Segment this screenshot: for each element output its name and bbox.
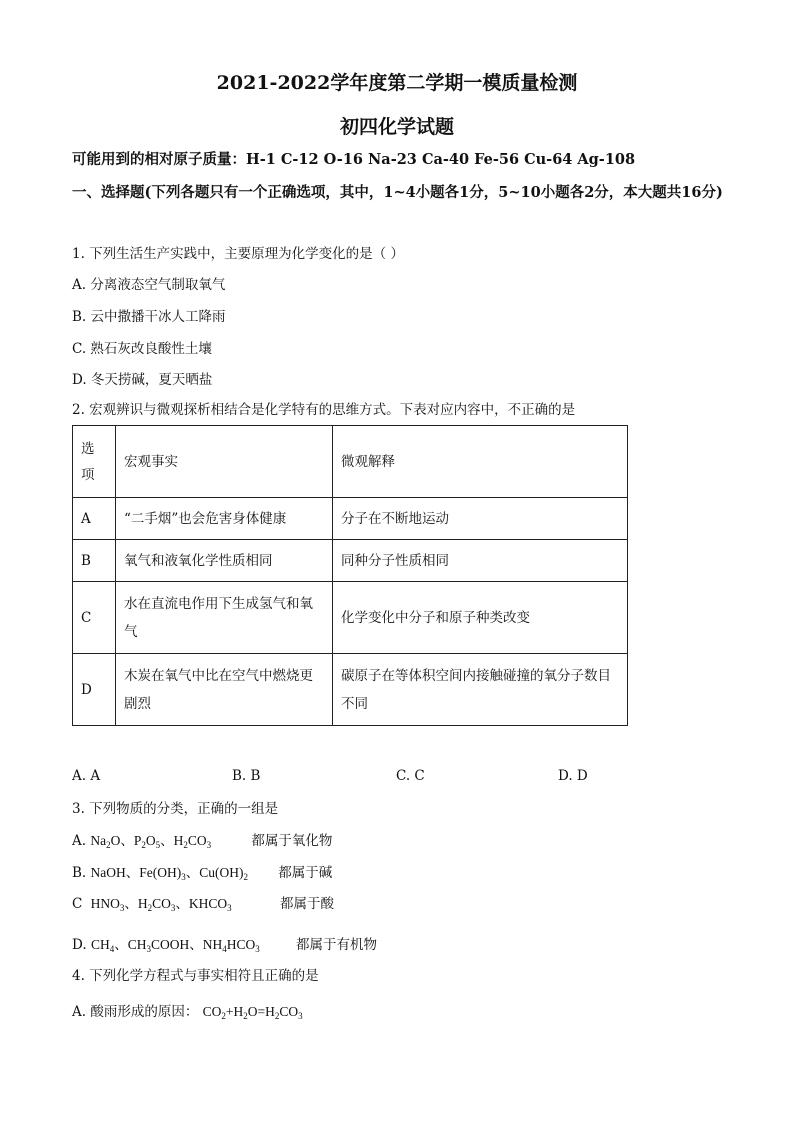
formula-subscript: 4 [109, 944, 115, 954]
row-d-micro: 碳原子在等体积空间内接触碰撞的氧分子数目不同 [333, 654, 628, 726]
q1-option-b: B. 云中撒播干冰人工降雨 [72, 309, 226, 325]
formula-subscript: 3 [181, 872, 186, 882]
q3-option-a-label: A. [72, 833, 87, 849]
formula-subscript: 2 [147, 903, 153, 913]
q3-option-a [72, 832, 332, 854]
q3-option-b-formula: NaOH、$Fe(OH)_3$、$Cu(OH)_2$ [90, 865, 248, 882]
q1-option-d: D. 冬天捞碱，夏天晒盐 [72, 372, 213, 388]
table-row [73, 498, 628, 540]
formula-subscript: 2 [243, 872, 248, 882]
q2-choice-d: D. D [558, 768, 588, 784]
q3-option-c-note: 都属于酸 [279, 896, 334, 912]
formula-subscript: 2 [183, 840, 188, 850]
formula-subscript: 3 [206, 840, 212, 850]
formula-subscript: 3 [298, 1011, 303, 1021]
q1-option-a: A. 分离液态空气制取氧气 [72, 277, 226, 293]
q4-option-a-text: A. 酸雨形成的原因： [72, 1004, 199, 1020]
formula-subscript: 3 [119, 903, 125, 913]
q1-stem: 1. 下列生活生产实践中，主要原理为化学变化的是（ ） [72, 246, 404, 262]
header-micro: 微观解释 [333, 426, 628, 498]
formula-subscript: 3 [146, 944, 151, 954]
row-a-label: A [73, 498, 116, 540]
row-c-micro: 化学变化中分子和原子种类改变 [333, 582, 628, 654]
q4-stem: 4. 下列化学方程式与事实相符且正确的是 [72, 968, 319, 984]
formula-subscript: 2 [274, 1011, 280, 1021]
row-d-label: D [73, 654, 116, 726]
q3-option-c [72, 895, 334, 917]
formula-subscript: 5 [155, 840, 161, 850]
formula-subscript: 2 [221, 1011, 226, 1021]
q3-stem: 3. 下列物质的分类，正确的一组是 [72, 801, 279, 817]
table-row [73, 582, 628, 654]
q2-choice-c: C. C [396, 768, 425, 784]
row-d-macro: 木炭在氧气中比在空气中燃烧更剧烈 [116, 654, 333, 726]
q2-stem: 2. 宏观辨识与微观探析相结合是化学特有的思维方式。下表对应内容中，不正确的是 [72, 402, 576, 418]
q1-option-c: C. 熟石灰改良酸性土壤 [72, 341, 212, 357]
q3-option-c-label: C [72, 896, 83, 912]
header-option [73, 426, 116, 498]
table-header-row [73, 426, 628, 498]
q3-option-d-label: D. [72, 937, 87, 953]
q4-option-a-formula: $CO_2+H_2O=H_2CO_3$ [202, 1004, 303, 1021]
row-b-micro: 同种分子性质相同 [333, 540, 628, 582]
formula-subscript: 3 [227, 903, 232, 913]
row-c-macro: 水在直流电作用下生成氢气和氧气 [116, 582, 333, 654]
formula-subscript: 2 [141, 840, 146, 850]
q2-choice-a: A. A [72, 768, 101, 784]
q4-option-a [72, 1003, 303, 1025]
row-c-label: C [73, 582, 116, 654]
atomic-masses: 可能用到的相对原子质量：H-1 C-12 O-16 Na-23 Ca-40 Fe-56 Cu-64 Ag-108 [72, 151, 636, 168]
q3-option-b-note: 都属于碱 [278, 865, 333, 881]
header-macro: 宏观事实 [116, 426, 333, 498]
formula-subscript: 2 [106, 840, 111, 850]
row-b-macro: 氧气和液氧化学性质相同 [116, 540, 333, 582]
formula-subscript: 4 [222, 944, 227, 954]
formula-subscript: 3 [170, 903, 176, 913]
q3-option-a-formula: $Na_2O$、$P_2O_5$、$H_2CO_3$ [90, 833, 212, 850]
row-a-macro: “二手烟”也会危害身体健康 [116, 498, 333, 540]
q3-option-d [72, 936, 377, 958]
q2-table [72, 425, 628, 726]
header-option-text: 选项 [81, 440, 95, 483]
formula-subscript: 2 [243, 1011, 248, 1021]
q3-option-b [72, 864, 332, 886]
formula-subscript: 3 [255, 944, 260, 954]
exam-subtitle: 初四化学试题 [339, 116, 454, 138]
row-a-micro: 分子在不断地运动 [333, 498, 628, 540]
q3-option-b-label: B. [72, 865, 87, 881]
q3-option-d-note: 都属于有机物 [296, 937, 378, 953]
q3-option-c-formula: $HNO_3$、$H_2CO_3$、$KHCO_3$ [90, 896, 232, 913]
q2-choice-b: B. B [232, 768, 261, 784]
row-b-label: B [73, 540, 116, 582]
section-heading: 一、选择题(下列各题只有一个正确选项，其中，1~4小题各1分，5~10小题各2分，本大题共16分) [72, 184, 723, 201]
table-row [73, 540, 628, 582]
q3-option-a-note: 都属于氧化物 [251, 833, 333, 849]
exam-title: 2021-2022学年度第二学期一模质量检测 [216, 72, 578, 94]
table-row [73, 654, 628, 726]
q3-option-d-formula: $CH_4$、$CH_3COOH$、$NH_4HCO_3$ [90, 937, 260, 954]
